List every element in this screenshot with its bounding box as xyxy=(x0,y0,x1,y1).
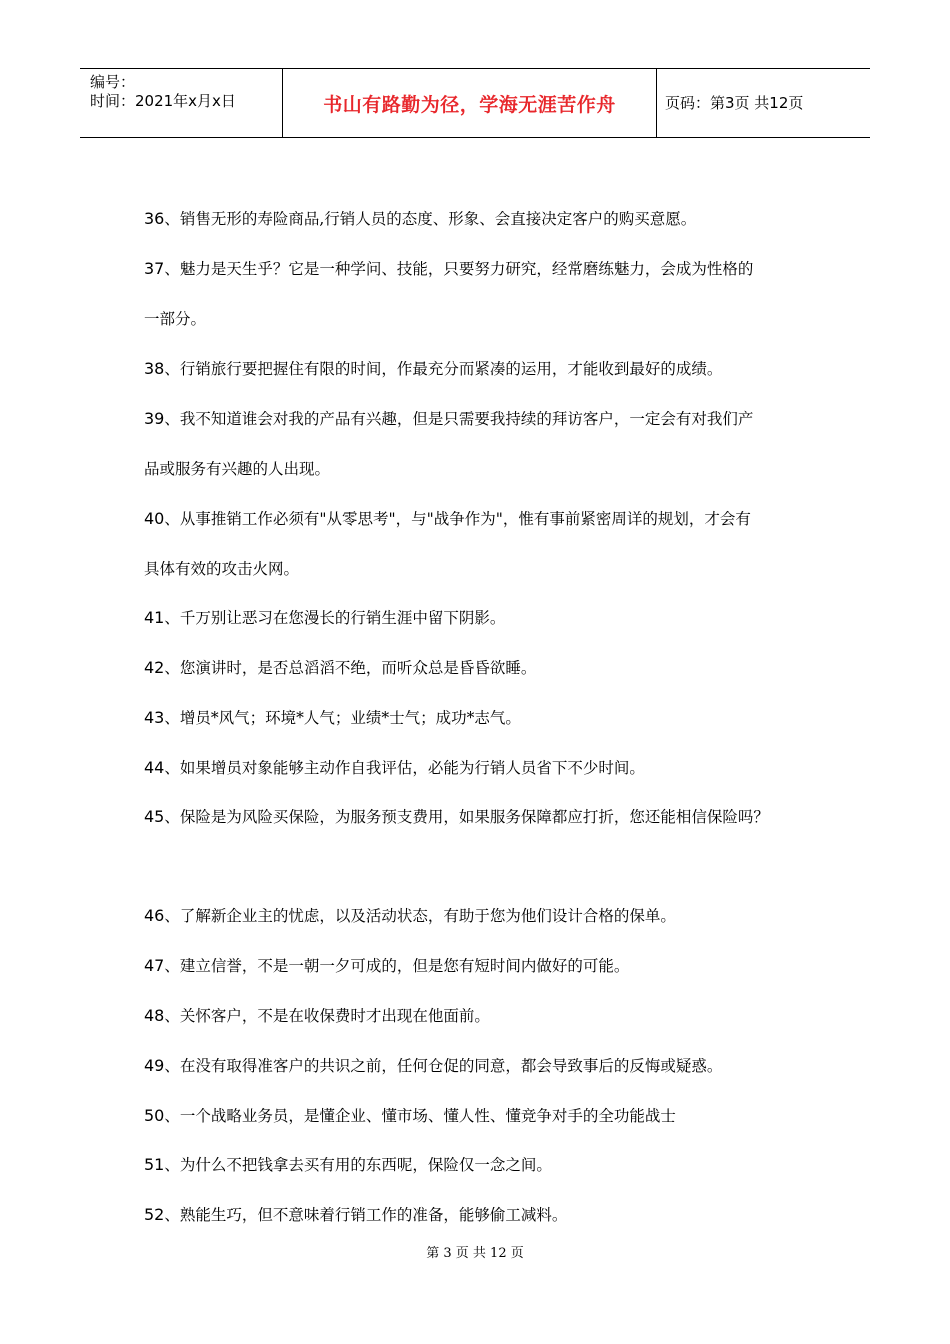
document-number-label: 编号： xyxy=(90,73,136,91)
text-line xyxy=(144,509,751,529)
item-number: 43 xyxy=(144,708,165,727)
item-text: 一部分。 xyxy=(144,310,207,328)
item-text: 、千万别让恶习在您漫长的行销生涯中留下阴影。 xyxy=(164,609,506,627)
text-line xyxy=(144,956,629,976)
text-line xyxy=(144,608,505,628)
item-text: 、销售无形的寿险商品,行销人员的态度、形象、会直接决定客户的购买意愿。 xyxy=(164,210,697,228)
item-text: 、保险是为风险买保险，为服务预支费用，如果服务保障都应打折，您还能相信保险吗？ xyxy=(164,808,769,826)
item-text: 、一个战略业务员，是懂企业、懂市场、懂人性、懂竞争对手的全功能战士 xyxy=(164,1107,676,1125)
text-line xyxy=(144,758,645,778)
text-line xyxy=(144,807,769,827)
item-text: 、魅力是天生乎？它是一种学问、技能，只要努力研究，经常磨练魅力，会成为性格的 xyxy=(164,260,754,278)
item-text: 品或服务有兴趣的人出现。 xyxy=(144,460,331,478)
item-text: 、建立信誉，不是一朝一夕可成的，但是您有短时间内做好的可能。 xyxy=(164,957,630,975)
item-number: 37 xyxy=(144,259,165,278)
item-number: 39 xyxy=(144,409,165,428)
text-line xyxy=(144,1155,552,1175)
item-number: 51 xyxy=(144,1155,165,1174)
item-number: 42 xyxy=(144,658,165,677)
text-line xyxy=(144,906,676,926)
text-line xyxy=(144,708,521,728)
item-text: 、了解新企业主的忧虑，以及活动状态，有助于您为他们设计合格的保单。 xyxy=(164,907,676,925)
item-text: 、在没有取得准客户的共识之前，任何仓促的同意，都会导致事后的反悔或疑惑。 xyxy=(164,1057,723,1075)
item-text: 、关怀客户，不是在收保费时才出现在他面前。 xyxy=(164,1007,490,1025)
item-text: 、行销旅行要把握住有限的时间，作最充分而紧凑的运用，才能收到最好的成绩。 xyxy=(164,360,723,378)
item-number: 48 xyxy=(144,1006,165,1025)
item-text: 、为什么不把钱拿去买有用的东西呢，保险仅一念之间。 xyxy=(164,1156,552,1174)
item-text: 、如果增员对象能够主动作自我评估，必能为行销人员省下不少时间。 xyxy=(164,759,645,777)
text-line xyxy=(144,1056,722,1076)
text-line xyxy=(144,259,753,279)
page-header xyxy=(80,68,870,138)
item-number: 41 xyxy=(144,608,165,627)
text-line xyxy=(144,359,722,379)
item-text: 、我不知道谁会对我的产品有兴趣，但是只需要我持续的拜访客户，一定会有对我们产 xyxy=(164,410,754,428)
text-line xyxy=(144,559,299,579)
header-page-info: 页码：第3页 共12页 xyxy=(665,94,804,112)
item-number: 52 xyxy=(144,1205,165,1224)
text-line xyxy=(144,409,753,429)
item-number: 50 xyxy=(144,1106,165,1125)
item-text: 、您演讲时，是否总滔滔不绝，而听众总是昏昏欲睡。 xyxy=(164,659,537,677)
header-motto-cell xyxy=(283,69,657,137)
document-date: 时间：2021年x月x日 xyxy=(90,92,236,110)
text-line xyxy=(144,1106,676,1126)
text-line xyxy=(144,1205,567,1225)
item-number: 44 xyxy=(144,758,165,777)
item-number: 45 xyxy=(144,807,165,826)
header-motto: 书山有路勤为径，学海无涯苦作舟 xyxy=(323,94,616,116)
header-meta-cell xyxy=(80,69,283,137)
item-number: 49 xyxy=(144,1056,165,1075)
text-line xyxy=(144,309,206,329)
header-page-cell xyxy=(657,69,870,137)
item-text: 具体有效的攻击火网。 xyxy=(144,560,300,578)
item-number: 38 xyxy=(144,359,165,378)
item-text: 、增员*风气；环境*人气；业绩*士气；成功*志气。 xyxy=(164,709,521,727)
item-text: 、从事推销工作必须有"从零思考"，与"战争作为"，惟有事前紧密周详的规划，才会有 xyxy=(164,510,751,528)
text-line xyxy=(144,1006,490,1026)
page-footer: 第 3 页 共 12 页 xyxy=(426,1246,524,1261)
text-line xyxy=(144,658,536,678)
item-number: 40 xyxy=(144,509,165,528)
item-text: 、熟能生巧，但不意味着行销工作的准备，能够偷工减料。 xyxy=(164,1206,568,1224)
text-line xyxy=(144,459,330,479)
item-number: 47 xyxy=(144,956,165,975)
item-number: 46 xyxy=(144,906,165,925)
text-line xyxy=(144,209,696,229)
item-number: 36 xyxy=(144,209,165,228)
